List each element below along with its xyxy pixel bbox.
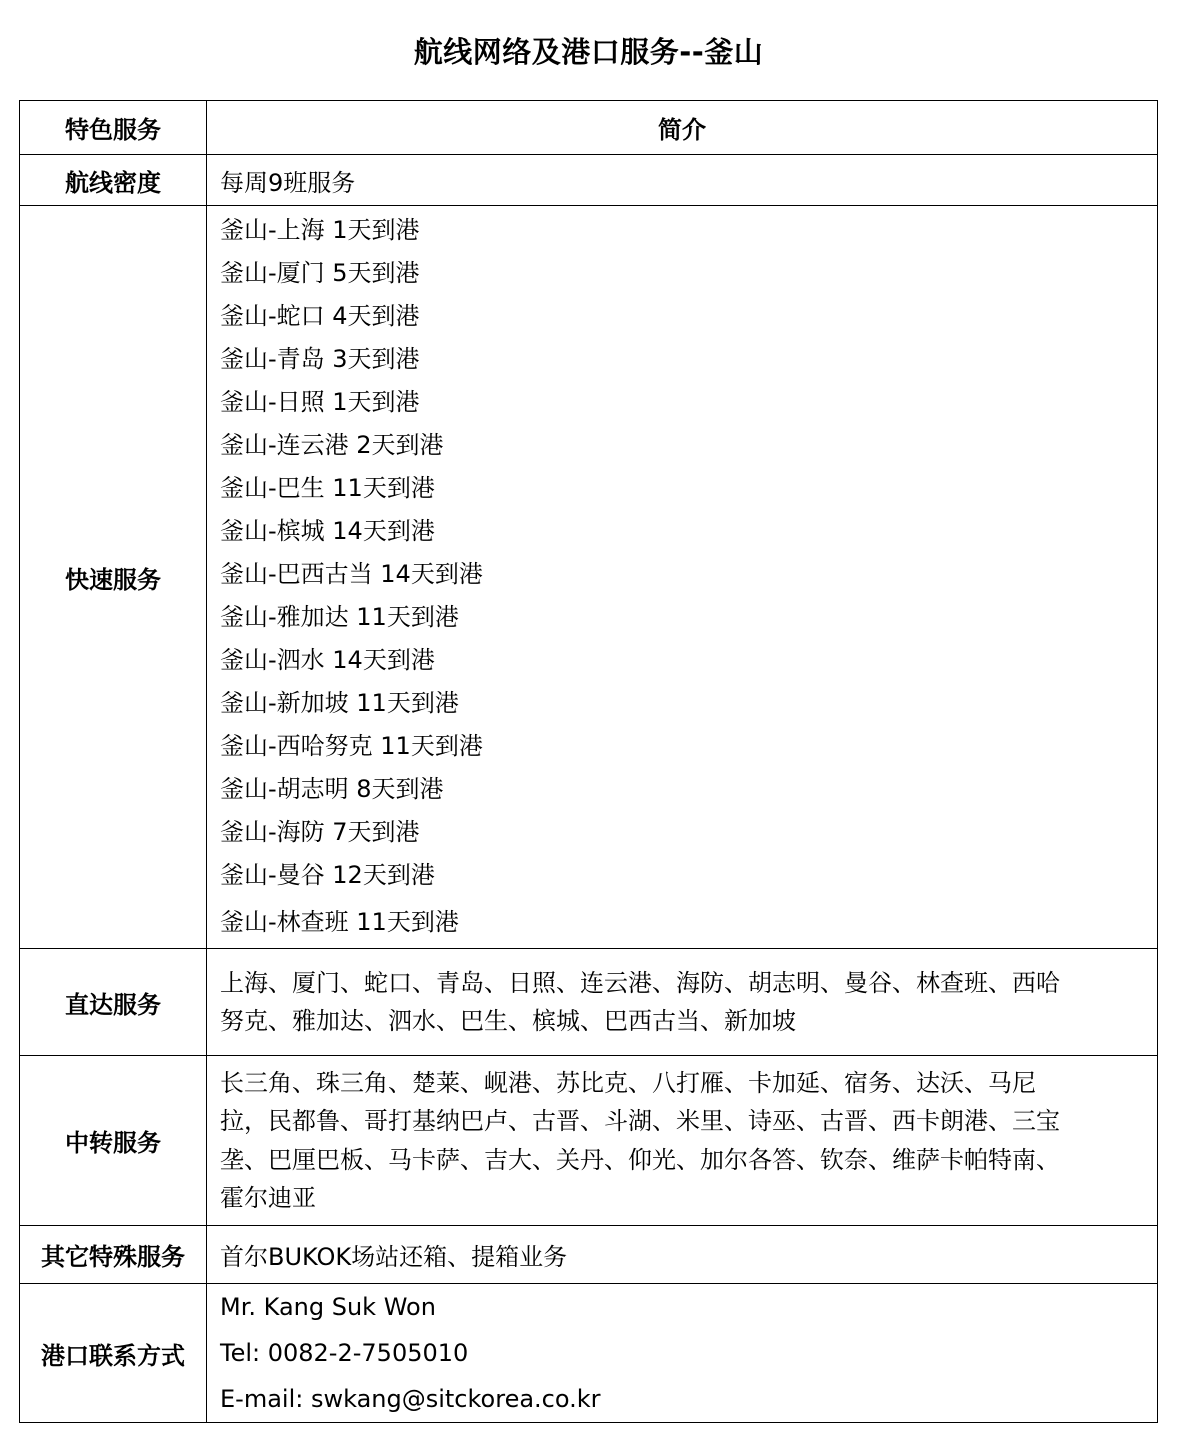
list-item: 釜山-巴西古当 14天到港 [220,560,483,588]
direct-service-label: 直达服务 [20,949,207,1056]
header-col-intro: 简介 [207,101,1158,155]
list-item: 釜山-上海 1天到港 [220,216,420,244]
list-item: 釜山-雅加达 11天到港 [220,603,459,631]
header-col-service: 特色服务 [20,101,207,155]
list-item: 釜山-厦门 5天到港 [220,259,420,287]
list-item: 釜山-泗水 14天到港 [220,646,435,674]
table-row-direct-service [20,949,1158,1056]
service-table [19,100,1158,1423]
table-row-other-service [20,1226,1158,1284]
list-item: 釜山-曼谷 12天到港 [220,861,435,889]
list-item: 釜山-海防 7天到港 [220,818,420,846]
fast-service-content [207,206,1158,949]
fast-service-label: 快速服务 [20,206,207,949]
contact-email: E-mail: swkang@sitckorea.co.kr [220,1385,601,1413]
list-item: 釜山-新加坡 11天到港 [220,689,459,717]
table-row-transfer-service [20,1056,1158,1226]
list-item: 釜山-林查班 11天到港 [220,908,459,936]
other-service-label: 其它特殊服务 [20,1226,207,1284]
list-item: 釜山-日照 1天到港 [220,388,420,416]
list-item: 釜山-连云港 2天到港 [220,431,444,459]
transfer-service-line: 垄、巴厘巴板、马卡萨、吉大、关丹、仰光、加尔各答、钦奈、维萨卡帕特南、 [220,1145,1060,1174]
table-header-row [20,101,1158,155]
transfer-service-label: 中转服务 [20,1056,207,1226]
direct-service-line: 努克、雅加达、泗水、巴生、槟城、巴西古当、新加坡 [220,1007,796,1035]
direct-service-line: 上海、厦门、蛇口、青岛、日照、连云港、海防、胡志明、曼谷、林查班、西哈 [220,968,1060,997]
table-row-port-contact [20,1284,1158,1423]
table-row-fast-service [20,206,1158,949]
transfer-service-line: 长三角、珠三角、楚莱、岘港、苏比克、八打雁、卡加延、宿务、达沃、马尼 [220,1068,1036,1097]
page-title: 航线网络及港口服务--釜山 [413,35,764,69]
direct-service-content [207,949,1158,1056]
density-value: 每周9班服务 [207,155,1158,206]
transfer-service-line: 拉，民都鲁、哥打基纳巴卢、古晋、斗湖、米里、诗巫、古晋、西卡朗港、三宝 [220,1107,1060,1135]
list-item: 釜山-西哈努克 11天到港 [220,732,483,760]
list-item: 釜山-蛇口 4天到港 [220,302,420,330]
port-contact-content [207,1284,1158,1423]
table-row-density [20,155,1158,206]
density-label: 航线密度 [20,155,207,206]
other-service-value: 首尔BUKOK场站还箱、提箱业务 [207,1226,1158,1284]
contact-name: Mr. Kang Suk Won [220,1293,436,1321]
transfer-service-content [207,1056,1158,1226]
list-item: 釜山-槟城 14天到港 [220,517,435,545]
list-item: 釜山-青岛 3天到港 [220,345,420,373]
contact-phone: Tel: 0082-2-7505010 [220,1339,469,1367]
list-item: 釜山-巴生 11天到港 [220,474,435,502]
fast-service-list [220,206,1139,948]
list-item: 釜山-胡志明 8天到港 [220,775,444,803]
transfer-service-line: 霍尔迪亚 [220,1184,316,1212]
port-contact-label: 港口联系方式 [20,1284,207,1423]
